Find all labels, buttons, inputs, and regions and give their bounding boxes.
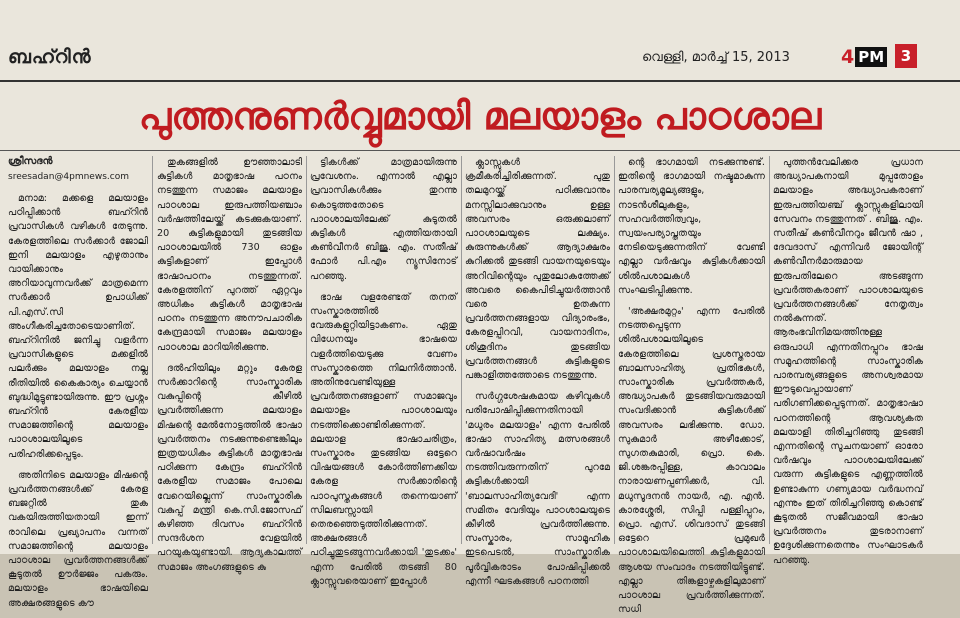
paragraph: തുകങ്ങളിൽ ഊഞ്ഞാലാടി കുട്ടികൾ മാതൃഭാഷ പഠനം നടത്തുന്ന സമാജം മലയാളം പാഠശാല ഇരുപത്തിയഞ്ചാം വർഷത്തിലേയ്ക്ക് കടക്കുകയാണ്. 20 കുട്ടികളുമായി തുടങ്ങിയ പാഠശാലയിൽ 730 ഓളം കുട്ടികളാണ് ഇപ്പോൾ ഭാഷാപഠനം നടത്തുന്നത്. കേരളത്തിന് പുറത്ത് ഏറ്റവും അധികം കുട്ടികൾ മാതൃഭാഷ പഠനം നടത്തുന്ന അനൗപചാരിക കേന്ദ്രമായി സമാജം മലയാളം പാഠശാല മാറിയിരിക്കുന്നു.	[157, 157, 302, 353]
dateline: വെള്ളി, മാർച്ച് 15, 2013	[642, 50, 790, 65]
byline-name: ശ്രീസദൻ	[8, 156, 53, 167]
paragraph: ഭാഷ വളരേണ്ടത് തനത് സംസ്കാരത്തിൽ വേരുകളുറ്റിയിട്ടാകണം. ഏതു വിധേനയും ഭാഷയെ വളർത്തിയെടുക്കു വേണം സംസ്കാരത്തെ നിലനിർത്താൻ. അതിനുവേണ്ടിയുള്ള പ്രവർത്തനങ്ങളാണ് സമാജവും മലയാളം പാഠശാലയും നടത്തിക്കൊണ്ടിരിക്കുന്നത്. മലയാള ഭാഷാചരിത്രം, സംസ്കാരം തുടങ്ങിയ ഒട്ടേറെ വിഷയങ്ങൾ കോർത്തിണക്കിയ കേരള സർക്കാരിന്റെ പാഠപുസ്തകങ്ങൾ തന്നെയാണ് സിലബസ്സായി തെരഞ്ഞെടുത്തിരിക്കുന്നത്. അക്ഷരങ്ങൾ പഠിച്ചുതുടങ്ങുന്നവർക്കായി 'തുടക്കം' എന്ന പേരിൽ തടങ്ങി 80 ക്ലാസ്സുവരെയാണ് ഇപ്പോൾ	[310, 291, 457, 587]
paragraph: ന്റെ ഭാഗമായി നടക്കുന്നുണ്ട്. ഇതിന്റെ ഭാഗമായി നഷ്ടമാകുന്ന പാരമ്പര്യമൂല്യങ്ങളും, നാടൻശീലുകളും, സഹവർത്തിത്വവും, സ്വയംപര്യാപ്തതയും നേടിയെടുക്കുന്നതിന് വേണ്ടി എല്ലാ വർഷവും കുട്ടികൾക്കായി ശിൽപശാലകൾ സംഘടിപ്പിക്കുന്നു.	[618, 157, 765, 296]
article-column-5	[618, 156, 765, 616]
4pm-logo	[841, 45, 887, 69]
byline-email: sreesadan@4pmnews.com	[8, 172, 129, 182]
column-rule	[461, 156, 462, 544]
section-name: ബഹ്റിൻ	[8, 46, 92, 68]
header-divider	[0, 80, 960, 82]
page-header	[0, 40, 960, 82]
paragraph: ട്ടികൾക്ക് മാത്രമായിരുന്നു പ്രവേശനം. എന്നാൽ എല്ലാ പ്രവാസികൾക്കും തുറന്നു കൊടുത്തതോടെ പാഠശാലയിലേക്ക് കുടുതൽ കുട്ടികൾ എത്തിയതായി കൺവീനർ ബിജു. എം. സതീഷ് ഫോർ പി.എം ന്യൂസിനോട് പറഞ്ഞു.	[310, 157, 457, 282]
paragraph: 'അക്ഷരമുറ്റം' എന്ന പേരിൽ നടത്തപ്പെടുന്ന ശിൽപശാലയിലൂടെ കേരളത്തിലെ പ്രശസ്തരായ ബാലസാഹിത്യ പ്രതിഭകൾ, സാംസ്കാരിക പ്രവർത്തകർ, അദ്ധ്യാപകർ തുടങ്ങിയവരുമായി സംവദിക്കാൻ കുട്ടികൾക്ക് അവസരം ലഭിക്കുന്നു. ഡോ. സുകുമാർ അഴീക്കോട്, സുഗതകുമാരി, പ്രൊ. കെ. ജി.ശങ്കരപ്പിള്ള, കാവാലം നാരായണപ്പണിക്കർ, വി. മധുസൂദനൻ നായർ, എ. എൻ. കാരശ്ശേരി, സിപ്പി പള്ളിപ്പുറം, പ്രൊ. എസ്. ശിവദാസ് തുടങ്ങി ഒട്ടേറെ പ്രമുഖർ പാഠശാലയിലെത്തി കുട്ടികളുമായി ആശയ സംവാദം നടത്തിയിട്ടുണ്ട്. എല്ലാ തിങ്കളാഴ്ചകളിലുമാണ് പാഠശാല പ്രവർത്തിക്കുന്നത്. സധി	[618, 306, 765, 616]
column-rule	[152, 156, 153, 544]
page-number: 3	[895, 44, 917, 68]
paragraph: അതിനിടെ മലയാളം മിഷന്റെ പ്രവർത്തനങ്ങൾക്ക് കേരള ബജറ്റിൽ തുക വകയിരുത്തിയതായി ഇന്ന് രാവിലെ പ്രഖ്യാപനം വന്നത് സമാജത്തിന്റെ മലയാളം പാഠശാല പ്രവർത്തനങ്ങൾക്ക് കൂടുതൽ ഊർജ്ജം പകരും. മലയാളം ഭാഷയിലെ അക്ഷരങ്ങളുടെ കൗ	[8, 469, 148, 609]
logo-text: PM	[855, 47, 887, 67]
paragraph: പുത്തൻവേലിക്കര പ്രധാന അദ്ധ്യാപകനായി മുപ്പതോളം മലയാളം അദ്ധ്യാപകരാണ് ഇരുപത്തിയഞ്ച് ക്ലാസ്സുകളിലായി സേവനം നടത്തുന്നത് . ബിജു. എം. സതീഷ് കൺവീനറും ജീവൻ ഷാ , ദേവദാസ് എന്നിവർ ജോയിന്റ് കൺവീനർമാരുമായ ഇരുപതിലേറെ അടങ്ങുന്ന പ്രവർത്തകരാണ് പാഠശാലയുടെ പ്രവർത്തനങ്ങൾക്ക് നേതൃത്വം നൽകുന്നത്. ആരംഭവിനിമയത്തിനുള്ള ഒരുപാധി എന്നതിനപ്പുറം ഭാഷ സമൂഹത്തിന്റെ സാംസ്കാരിക പാരമ്പര്യങ്ങളുടെ അനശ്വരമായ ഈടുവെപ്പായാണ് പരിഗണിക്കപ്പെടുന്നത്. മാതൃഭാഷാ പഠനത്തിന്റെ ആവശ്യകത മലയാളി തിരിച്ചറിഞ്ഞു തുടങ്ങി എന്നതിന്റെ സൂചനയാണ് ഓരോ വർഷവും പാഠശാലയിലേക്ക് വരുന്ന കുട്ടികളുടെ എണ്ണത്തിൽ ഉണ്ടാകുന്ന ഗണ്യമായ വർദ്ധനവ് എന്നും ഇത് തിരിച്ചറിഞ്ഞു കൊണ്ട് കൂടുതൽ സജീവമായി ഭാഷാ പ്രവർത്തനം തുടരാനാണ് ഉദ്ദേശിക്കുന്നതെന്നും സംഘാടകർ പറഞ്ഞു.	[773, 157, 923, 566]
article-column-4	[465, 156, 610, 587]
headline: പുത്തനുണർവ്വുമായി മലയാളം പാഠശാല	[138, 94, 822, 138]
logo-number: 4	[841, 46, 855, 68]
paragraph: സർഗ്ഗശേഷകമായ കഴിവുകൾ പരിപോഷിപ്പിക്കുന്നതിനായി 'മധുരം മലയാളം' എന്ന പേരിൽ ഭാഷാ സാഹിത്യ മത്സരങ്ങൾ വർഷാവർഷം നടത്തിവരുന്നതിന് പുറമേ കുട്ടികൾക്കായി 'ബാലസാഹിത്യവേദി' എന്ന സമിതം വേദിയും പാഠശാലയുടെ കീഴിൽ പ്രവർത്തിക്കുന്നു. സംസ്കാരം, സാമൂഹിക ഇടപെടൽ, സാംസ്കാരിക പൂർവ്വികരാടം പോഷിപ്പിക്കൽ എന്നീ ഘടകങ്ങൾ പഠനത്തി	[465, 391, 610, 587]
paragraph: ദൽഹിയിലും മറ്റും കേരള സർക്കാറിന്റെ സാംസ്കാരിക വകുപ്പിന്റെ കീഴിൽ പ്രവർത്തിക്കുന്ന മലയാളം മിഷന്റെ മേൽനോട്ടത്തിൽ ഭാഷാ പ്രവർത്തനം നടക്കുന്നുണ്ടെങ്കിലും ഇത്രയധികം കുട്ടികൾ മാതൃഭാഷ പഠിക്കുന്ന കേന്ദ്രം ബഹ്റിൻ കേരളീയ സമാജം പോലെ വേറെയില്ലെന്ന് സാംസ്കാരിക വകുപ്പ് മന്ത്രി കെ.സി.ജോസഫ് കഴിഞ്ഞ ദിവസം ബഹ്റിൻ സന്ദർശന വേളയിൽ പറയുകയുണ്ടായി. ആദ്യകാലത്ത് സമാജം അംഗങ്ങളുടെ കു	[157, 362, 302, 573]
paragraph: മനാമ: മക്കളെ മലയാളം പഠിപ്പിക്കാൻ ബഹ്റിൻ പ്രവാസികൾ വഴികൾ തേടുന്നു. കേരളത്തിലെ സർക്കാർ ജോലി ഇനി മലയാളം എഴുതാനും വായിക്കാനും അറിയാവുന്നവർക്ക് മാത്രമെന്ന സർക്കാർ ഉപാധിക്ക് പി.എസ്.സി അംഗീകരിച്ചതോടെയാണിത്. ബഹ്റിനിൽ ജനിച്ചു വളർന്ന പ്രവാസികളുടെ മക്കളിൽ പലർക്കും മലയാളം നല്ല രീതിയിൽ കൈകാര്യം ചെയ്യാൻ ബുദ്ധിമുട്ടുണ്ടായിരുന്നു. ഈ പ്രശ്നം ബഹ്റിൻ കേരളീയ സമാജത്തിന്റെ മലയാളം പാഠശാലയിലൂടെ പരിഹരിക്കപ്പെടും.	[8, 193, 148, 460]
article-column-1	[8, 192, 148, 609]
article-column-3	[310, 156, 457, 587]
article-column-6	[773, 156, 923, 566]
headline-divider	[0, 150, 960, 151]
paragraph: ക്ലാസ്സുകൾ ക്രമീകരിച്ചിരിക്കുന്നത്. പുതു തലമുറയ്ക്ക് പഠിക്കുവാനും മനസ്സിലാക്കുവാനും ഉള്ള അവസരം ഒരുക്കലാണ് പാഠശാലയുടെ ലക്ഷ്യം. കുരുന്നുകൾക്ക് ആദ്യാക്ഷരം കുറിക്കൽ തുടങ്ങി വായനയുടെയും അറിവിന്റെയും പുതുലോകത്തേക്ക് അവരെ കൈപിടിച്ചുയർത്താൻ വരെ ഉതകുന്ന പ്രവർത്തനങ്ങളായ വിദ്യാരംഭം, കേരളപ്പിറവി, വായനാദിനം, ശിശുദിനം തുടങ്ങിയ പ്രവർത്തനങ്ങൾ കുട്ടികളുടെ പങ്കാളിത്തത്തോടെ നടത്തുന്നു.	[465, 157, 610, 382]
article-column-2	[157, 156, 302, 573]
column-rule	[614, 156, 615, 544]
column-rule	[769, 156, 770, 544]
column-rule	[306, 156, 307, 544]
